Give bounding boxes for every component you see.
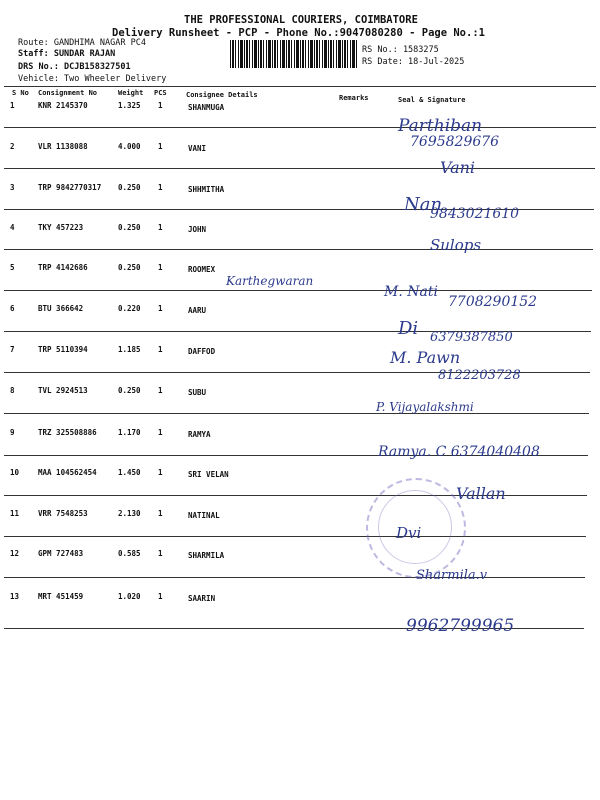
row-consignee: ROOMEX (188, 265, 216, 274)
signature-3: Nan (404, 194, 443, 215)
row-divider (4, 536, 586, 537)
row-divider (4, 413, 589, 414)
signature-4: Sulops (430, 236, 482, 254)
row-pcs: 1 (158, 101, 163, 110)
row-divider (4, 249, 593, 250)
col-sno: S No (12, 89, 29, 97)
row-consignment-no: TRZ 325508886 (38, 428, 97, 437)
row-pcs: 1 (158, 304, 163, 313)
row-divider (4, 127, 596, 128)
row-consignee: RAMYA (188, 430, 211, 439)
header-top-rule (4, 86, 596, 87)
row-weight: 1.170 (118, 428, 141, 437)
row-weight: 1.185 (118, 345, 141, 354)
row-consignment-no: TRP 9842770317 (38, 183, 102, 192)
row-pcs: 1 (158, 386, 163, 395)
row-weight: 1.450 (118, 468, 141, 477)
row-consignee: VANI (188, 144, 207, 153)
row-sno: 9 (10, 428, 15, 437)
row-pcs: 1 (158, 468, 163, 477)
signature-1-phone: 7695829676 (410, 134, 500, 150)
row-consignment-no: TKY 457223 (38, 223, 84, 232)
signature-6-phone: 6379387850 (430, 330, 513, 345)
row-sno: 8 (10, 386, 15, 395)
company-title: THE PROFESSIONAL COURIERS, COIMBATORE (184, 14, 418, 26)
row-sno: 10 (10, 468, 20, 477)
row-weight: 1.020 (118, 592, 141, 601)
col-consignee: Consignee Details (186, 91, 258, 99)
row-consignee: DAFFOD (188, 347, 216, 356)
vehicle: Vehicle: Two Wheeler Delivery (18, 74, 167, 84)
row-sno: 3 (10, 183, 15, 192)
row-consignee: SRI VELAN (188, 470, 229, 479)
runsheet-subtitle: Delivery Runsheet - PCP - Phone No.:9047080280 - Page No.:1 (112, 27, 485, 39)
row-sno: 7 (10, 345, 15, 354)
signature-8: P. Vijayalakshmi (376, 400, 474, 414)
row-consignee: SHARMILA (188, 551, 225, 560)
rs-number: RS No.: 1583275 (362, 45, 439, 55)
drs-number: DRS No.: DCJB158327501 (18, 62, 131, 72)
row-sno: 5 (10, 263, 15, 272)
row-divider (4, 290, 592, 291)
row-weight: 4.000 (118, 142, 141, 151)
row-consignment-no: TVL 2924513 (38, 386, 88, 395)
signature-5-phone: 7708290152 (448, 294, 538, 310)
signature-7: M. Pawn (390, 348, 461, 367)
row-consignee: AARU (188, 306, 207, 315)
row-consignee: SAARIN (188, 594, 216, 603)
row-weight: 0.250 (118, 263, 141, 272)
row-sno: 1 (10, 101, 15, 110)
row-consignment-no: MRT 451459 (38, 592, 84, 601)
route: Route: GANDHIMA NAGAR PC4 (18, 38, 146, 48)
signature-5: M. Nati (384, 284, 438, 300)
row-consignee: JOHN (188, 225, 207, 234)
barcode (230, 40, 358, 68)
row-pcs: 1 (158, 263, 163, 272)
col-consignment: Consignment No (38, 89, 98, 97)
row-pcs: 1 (158, 428, 163, 437)
row-pcs: 1 (158, 549, 163, 558)
row-weight: 1.325 (118, 101, 141, 110)
signature-2: Vani (440, 158, 476, 177)
row-consignment-no: VRR 7548253 (38, 509, 88, 518)
row-weight: 0.250 (118, 183, 141, 192)
col-signature: Seal & Signature (398, 96, 466, 104)
row-sno: 2 (10, 142, 15, 151)
row-consignment-no: VLR 1138088 (38, 142, 88, 151)
row-pcs: 1 (158, 592, 163, 601)
signature-12: Sharmila.v (416, 568, 488, 583)
row-consignment-no: MAA 104562454 (38, 468, 97, 477)
row-sno: 4 (10, 223, 15, 232)
row-consignee: NATINAL (188, 511, 220, 520)
row-consignment-no: TRP 4142686 (38, 263, 88, 272)
row-consignee: SHHMITHA (188, 185, 225, 194)
row-divider (4, 577, 585, 578)
row-consignment-no: KNR 2145370 (38, 101, 88, 110)
row-weight: 0.250 (118, 223, 141, 232)
rs-date: RS Date: 18-Jul-2025 (362, 57, 465, 67)
signature-11: Dvi (396, 524, 422, 542)
row-sno: 13 (10, 592, 20, 601)
row-divider (4, 168, 595, 169)
signature-1: Parthiban (398, 116, 483, 136)
row-consignment-no: BTU 366642 (38, 304, 84, 313)
row-sno: 11 (10, 509, 20, 518)
row-consignment-no: GPM 727483 (38, 549, 84, 558)
signature-10: Vallan (456, 484, 506, 503)
row-consignment-no: TRP 5110394 (38, 345, 88, 354)
row-pcs: 1 (158, 142, 163, 151)
signature-9: Ramya. C 6374040408 (378, 444, 540, 460)
row-weight: 2.130 (118, 509, 141, 518)
row-sno: 12 (10, 549, 20, 558)
row-consignee: SUBU (188, 388, 207, 397)
row-weight: 0.585 (118, 549, 141, 558)
staff: Staff: SUNDAR RAJAN (18, 49, 116, 59)
remark-5: Karthegwaran (226, 274, 314, 288)
col-pcs: PCS (154, 89, 167, 97)
row-weight: 0.250 (118, 386, 141, 395)
row-pcs: 1 (158, 345, 163, 354)
signature-13: 9962799965 (406, 616, 515, 636)
row-pcs: 1 (158, 223, 163, 232)
col-weight: Weight (118, 89, 144, 97)
row-pcs: 1 (158, 183, 163, 192)
row-weight: 0.220 (118, 304, 141, 313)
signature-6: Di (398, 318, 419, 339)
row-sno: 6 (10, 304, 15, 313)
signature-3-phone: 9843021610 (430, 206, 520, 222)
row-pcs: 1 (158, 509, 163, 518)
signature-7-phone: 8122203728 (438, 368, 521, 383)
col-remarks: Remarks (339, 94, 369, 102)
row-consignee: SHANMUGA (188, 103, 225, 112)
